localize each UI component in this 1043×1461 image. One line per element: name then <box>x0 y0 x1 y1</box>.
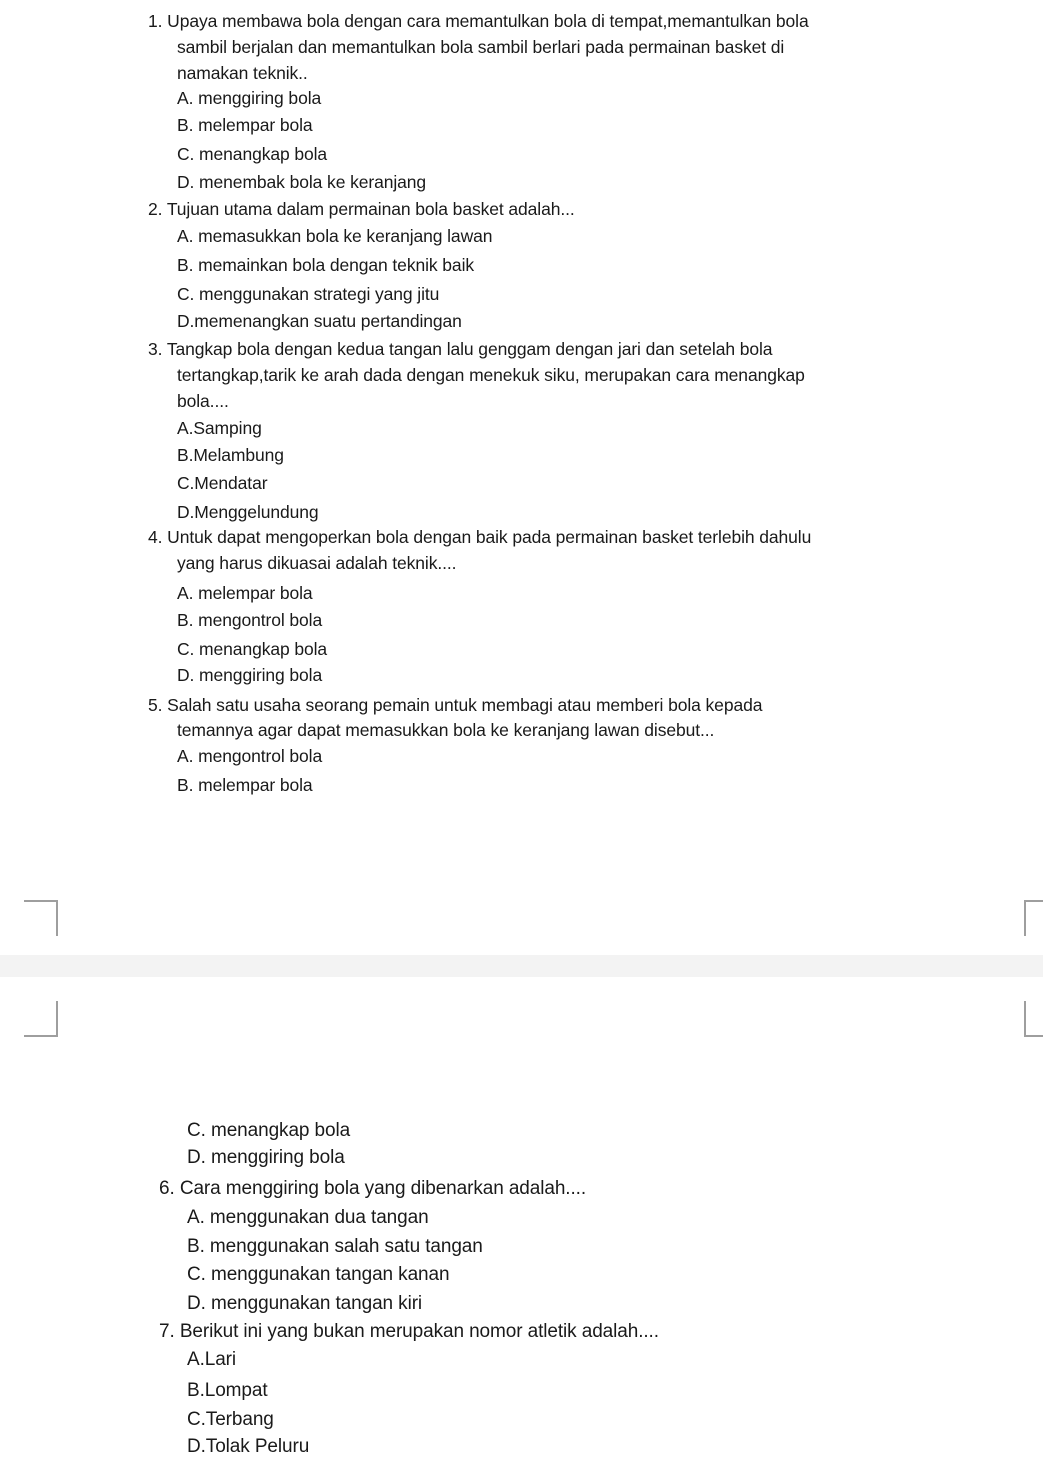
question-2-line-1: 2. Tujuan utama dalam permainan bola basket adalah... <box>148 199 575 219</box>
question-2-option-d: D.memenangkan suatu pertandingan <box>177 311 462 331</box>
question-6-option-d: D. menggunakan tangan kiri <box>187 1293 423 1314</box>
question-7-option-b: B.Lompat <box>187 1380 268 1401</box>
question-5-line-1: 5. Salah satu usaha seorang pemain untuk membagi atau memberi bola kepada <box>148 695 763 715</box>
question-4-option-c: C. menangkap bola <box>177 639 328 659</box>
question-1-option-b: B. melempar bola <box>177 115 313 135</box>
question-5-option-c: C. menangkap bola <box>187 1120 351 1141</box>
question-1-line-1: 1. Upaya membawa bola dengan cara memantulkan bola di tempat,memantulkan bola <box>148 11 809 31</box>
question-4-line-1: 4. Untuk dapat mengoperkan bola dengan baik pada permainan basket terlebih dahulu <box>148 527 812 547</box>
question-5-option-a: A. mengontrol bola <box>177 746 323 766</box>
question-6-option-c: C. menggunakan tangan kanan <box>187 1264 450 1285</box>
question-1-option-c: C. menangkap bola <box>177 144 328 164</box>
question-7-line-1: 7. Berikut ini yang bukan merupakan nomor atletik adalah.... <box>159 1321 659 1342</box>
question-4-option-b: B. mengontrol bola <box>177 610 323 630</box>
question-3-line-3: bola.... <box>177 391 229 411</box>
crop-mark-bottom-right <box>1024 1001 1043 1037</box>
question-7-option-a: A.Lari <box>187 1349 237 1370</box>
question-6-option-b: B. menggunakan salah satu tangan <box>187 1236 483 1257</box>
question-1-line-3: namakan teknik.. <box>177 63 308 83</box>
crop-mark-bottom-left <box>24 1001 58 1037</box>
question-1-line-2: sambil berjalan dan memantulkan bola sambil berlari pada permainan basket di <box>177 37 785 57</box>
page-separator <box>0 955 1043 977</box>
question-1-option-a: A. menggiring bola <box>177 88 322 108</box>
document-page-2 <box>0 977 1043 1461</box>
question-6-option-a: A. menggunakan dua tangan <box>187 1207 429 1228</box>
question-2-option-c: C. menggunakan strategi yang jitu <box>177 284 440 304</box>
question-3-option-a: A.Samping <box>177 418 262 438</box>
question-4-option-d: D. menggiring bola <box>177 665 323 685</box>
question-4-option-a: A. melempar bola <box>177 583 313 603</box>
question-3-option-c: C.Mendatar <box>177 473 268 493</box>
question-2-option-b: B. memainkan bola dengan teknik baik <box>177 255 475 275</box>
crop-mark-top-right <box>1024 900 1043 936</box>
question-3-line-1: 3. Tangkap bola dengan kedua tangan lalu genggam dengan jari dan setelah bola <box>148 339 773 359</box>
cut-off-previous-line <box>0 0 1043 6</box>
question-7-option-c: C.Terbang <box>187 1409 274 1430</box>
question-6-line-1: 6. Cara menggiring bola yang dibenarkan adalah.... <box>159 1178 587 1199</box>
question-2-option-a: A. memasukkan bola ke keranjang lawan <box>177 226 493 246</box>
question-3-option-b: B.Melambung <box>177 445 284 465</box>
question-3-line-2: tertangkap,tarik ke arah dada dengan menekuk siku, merupakan cara menangkap <box>177 365 805 385</box>
crop-mark-top-left <box>24 900 58 936</box>
question-4-line-2: yang harus dikuasai adalah teknik.... <box>177 553 457 573</box>
question-5-option-b: B. melempar bola <box>177 775 313 795</box>
question-5-line-2: temannya agar dapat memasukkan bola ke keranjang lawan disebut... <box>177 720 715 740</box>
question-5-option-d: D. menggiring bola <box>187 1147 345 1168</box>
question-3-option-d: D.Menggelundung <box>177 502 319 522</box>
question-7-option-d: D.Tolak Peluru <box>187 1436 310 1457</box>
question-1-option-d: D. menembak bola ke keranjang <box>177 172 427 192</box>
